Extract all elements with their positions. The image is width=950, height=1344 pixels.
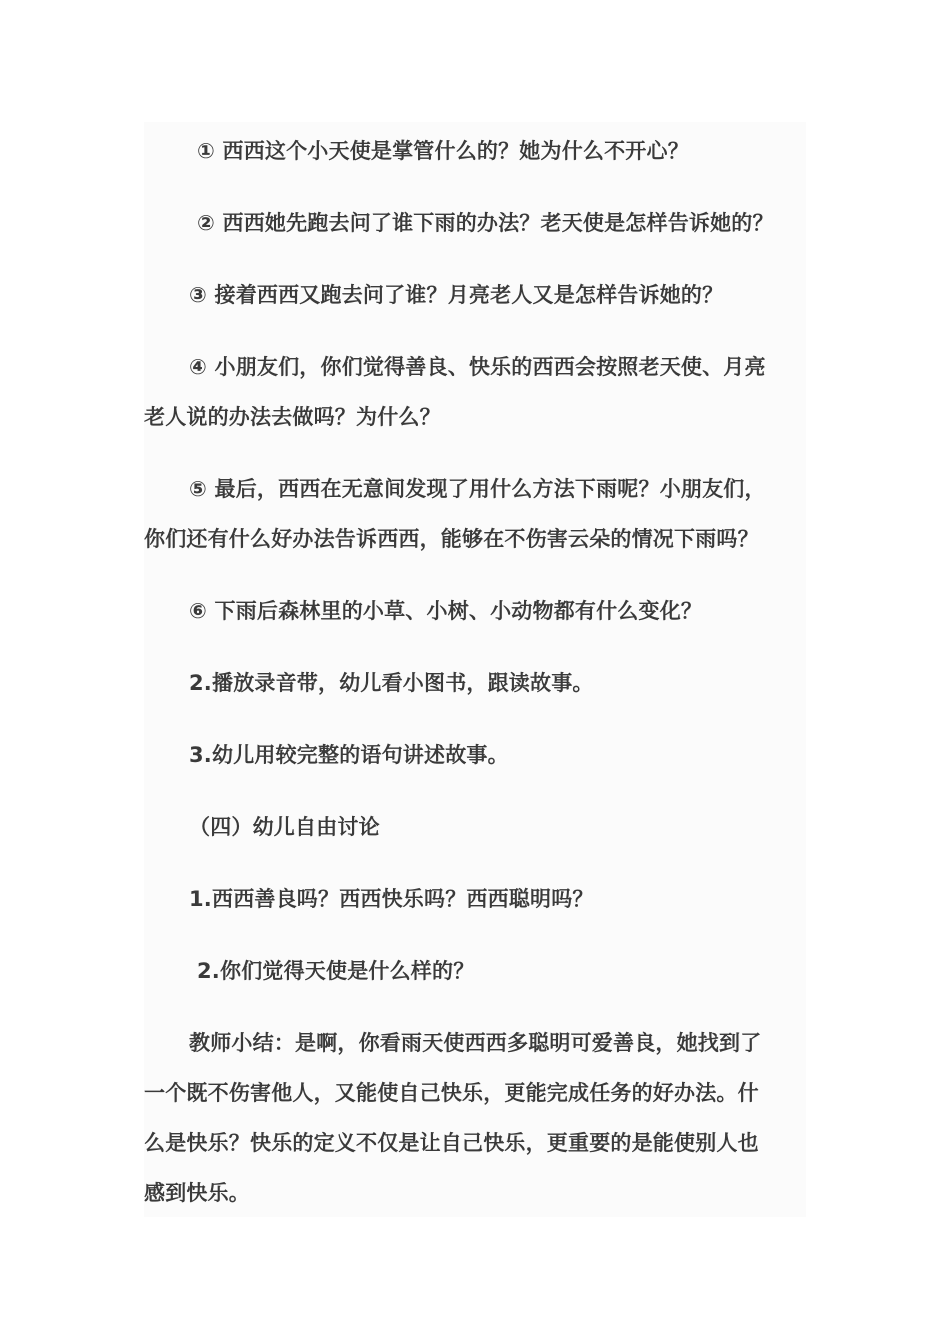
summary-line-3: 么是快乐？快乐的定义不仅是让自己快乐，更重要的是能使别人也 xyxy=(144,1131,759,1155)
section-4-heading: （四）幼儿自由讨论 xyxy=(189,815,380,839)
step-2-line-1: 2.播放录音带，幼儿看小图书，跟读故事。 xyxy=(189,671,594,695)
question-1-line-1: ① 西西这个小天使是掌管什么的？她为什么不开心？ xyxy=(197,139,689,163)
summary-line-1: 教师小结：是啊，你看雨天使西西多聪明可爱善良，她找到了 xyxy=(189,1031,762,1055)
summary-line-4: 感到快乐。 xyxy=(144,1181,250,1205)
question-4-line-2: 老人说的办法去做吗？为什么？ xyxy=(144,405,441,429)
step-3-line-1: 3.幼儿用较完整的语句讲述故事。 xyxy=(189,743,509,767)
question-2-line-1: ② 西西她先跑去问了谁下雨的办法？老天使是怎样告诉她的？ xyxy=(197,211,774,235)
question-3-line-1: ③ 接着西西又跑去问了谁？月亮老人又是怎样告诉她的？ xyxy=(189,283,724,307)
discussion-1-line-1: 1.西西善良吗？西西快乐吗？西西聪明吗？ xyxy=(189,887,594,911)
question-4-line-1: ④ 小朋友们，你们觉得善良、快乐的西西会按照老天使、月亮 xyxy=(189,355,766,379)
question-6-line-1: ⑥ 下雨后森林里的小草、小树、小动物都有什么变化？ xyxy=(189,599,703,623)
question-5-line-1: ⑤ 最后，西西在无意间发现了用什么方法下雨呢？小朋友们， xyxy=(189,477,766,501)
question-5-line-2: 你们还有什么好办法告诉西西，能够在不伤害云朵的情况下雨吗？ xyxy=(144,527,759,551)
summary-line-2: 一个既不伤害他人，又能使自己快乐，更能完成任务的好办法。什 xyxy=(144,1081,759,1105)
discussion-2-line-1: 2.你们觉得天使是什么样的？ xyxy=(197,959,475,983)
